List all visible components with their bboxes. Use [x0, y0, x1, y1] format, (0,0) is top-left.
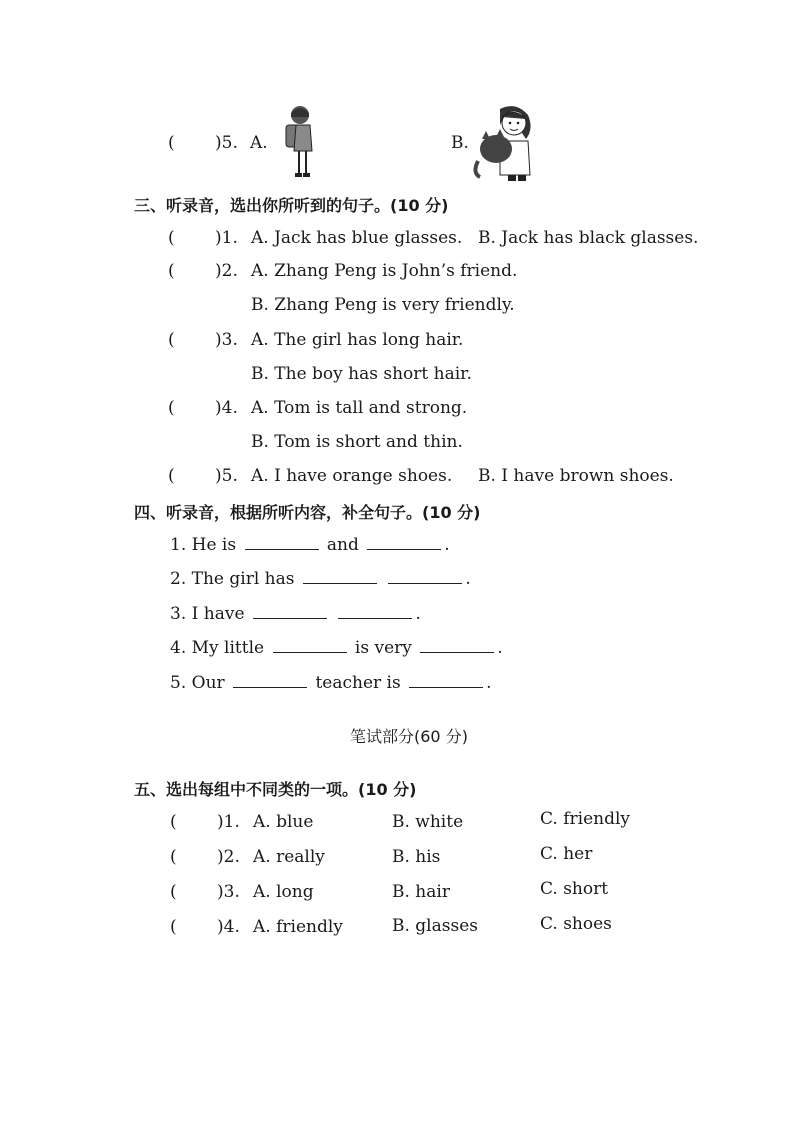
option-b: B. Tom is short and thin. — [251, 432, 463, 452]
fill-sentence-1 — [170, 535, 450, 555]
section-4-title: 四、听录音，根据所听内容，补全句子。(10 分) — [134, 503, 481, 522]
girl-backpack-icon — [278, 103, 318, 183]
option-b: B. hair — [392, 882, 450, 902]
answer-blank[interactable] — [253, 617, 327, 619]
fill-sentence-5 — [170, 673, 492, 693]
sentence-text: I have — [191, 604, 245, 624]
option-a: A. Jack has blue glasses. — [251, 228, 463, 248]
option-a-label: A. — [250, 133, 268, 153]
sentence-text: and — [326, 535, 359, 555]
sentence-text: is very — [354, 638, 412, 658]
question-number: )5. — [215, 466, 238, 486]
option-c: C. her — [540, 844, 593, 864]
question-number: )2. — [215, 261, 238, 281]
sentence-text: Our — [191, 673, 225, 693]
option-b: B. Jack has black glasses. — [478, 228, 699, 248]
sentence-end: . — [486, 673, 492, 693]
sentence-end: . — [444, 535, 450, 555]
question-number: )3. — [217, 882, 240, 902]
answer-paren-open[interactable]: ( — [170, 917, 177, 937]
question-number: )1. — [215, 228, 238, 248]
option-b-label: B. — [451, 133, 469, 153]
sentence-number: 1. — [170, 535, 187, 555]
option-a: A. long — [253, 882, 314, 902]
answer-paren-open[interactable]: ( — [168, 133, 175, 153]
option-b: B. Zhang Peng is very friendly. — [251, 295, 515, 315]
sentence-text: teacher is — [315, 673, 401, 693]
question-number: )1. — [217, 812, 240, 832]
option-b: B. I have brown shoes. — [478, 466, 674, 486]
answer-paren-open[interactable]: ( — [170, 847, 177, 867]
option-b: B. his — [392, 847, 441, 867]
written-part-heading: 笔试部分(60 分) — [350, 727, 468, 746]
answer-paren-open[interactable]: ( — [170, 812, 177, 832]
option-c: C. short — [540, 879, 609, 899]
answer-blank[interactable] — [420, 651, 494, 653]
answer-paren-open[interactable]: ( — [168, 228, 175, 248]
section-3-title: 三、听录音，选出你所听到的句子。(10 分) — [134, 196, 449, 215]
question-number: )2. — [217, 847, 240, 867]
answer-paren-open[interactable]: ( — [168, 261, 175, 281]
answer-paren-open[interactable]: ( — [168, 398, 175, 418]
question-number: )4. — [215, 398, 238, 418]
answer-blank[interactable] — [409, 686, 483, 688]
option-b: B. white — [392, 812, 464, 832]
answer-blank[interactable] — [245, 548, 319, 550]
option-a: A. The girl has long hair. — [251, 330, 464, 350]
answer-paren-open[interactable]: ( — [168, 466, 175, 486]
answer-blank[interactable] — [367, 548, 441, 550]
sentence-number: 2. — [170, 569, 187, 589]
sentence-text: He is — [191, 535, 237, 555]
option-b: B. The boy has short hair. — [251, 364, 472, 384]
answer-blank[interactable] — [388, 582, 462, 584]
fill-sentence-4 — [170, 638, 503, 658]
option-a: A. Tom is tall and strong. — [251, 398, 468, 418]
sentence-end: . — [465, 569, 471, 589]
section-5-title: 五、选出每组中不同类的一项。(10 分) — [134, 780, 417, 799]
answer-blank[interactable] — [273, 651, 347, 653]
sentence-text: The girl has — [191, 569, 295, 589]
sentence-end: . — [415, 604, 421, 624]
option-a: A. Zhang Peng is John’s friend. — [251, 261, 518, 281]
option-c: C. shoes — [540, 914, 612, 934]
sentence-number: 3. — [170, 604, 187, 624]
sentence-number: 5. — [170, 673, 187, 693]
question-number: )3. — [215, 330, 238, 350]
sentence-number: 4. — [170, 638, 187, 658]
sentence-text: My little — [191, 638, 265, 658]
question-number: )5. — [215, 133, 238, 153]
answer-blank[interactable] — [233, 686, 307, 688]
answer-paren-open[interactable]: ( — [168, 330, 175, 350]
answer-blank[interactable] — [338, 617, 412, 619]
question-number: )4. — [217, 917, 240, 937]
option-a: A. blue — [253, 812, 314, 832]
fill-sentence-3 — [170, 604, 421, 624]
sentence-end: . — [497, 638, 503, 658]
fill-sentence-2 — [170, 569, 471, 589]
option-a: A. friendly — [253, 917, 343, 937]
option-c: C. friendly — [540, 809, 630, 829]
answer-blank[interactable] — [303, 582, 377, 584]
option-a: A. I have orange shoes. — [251, 466, 453, 486]
answer-paren-open[interactable]: ( — [170, 882, 177, 902]
option-b: B. glasses — [392, 916, 478, 936]
girl-hugging-cat-icon — [470, 103, 540, 183]
option-a: A. really — [253, 847, 325, 867]
